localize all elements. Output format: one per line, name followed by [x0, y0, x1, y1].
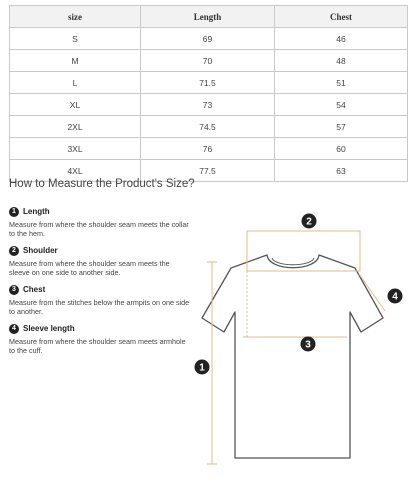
guide-item-sleeve-length	[9, 322, 191, 355]
number-badge: 2	[9, 246, 19, 256]
cell-length: 71.5	[141, 72, 275, 94]
cell-chest: 48	[275, 50, 408, 72]
cell-chest: 63	[275, 160, 408, 182]
measure-title: How to Measure the Product's Size?	[9, 178, 195, 190]
cell-length: 74.5	[141, 116, 275, 138]
marker-1	[195, 360, 210, 375]
marker-3	[301, 337, 316, 352]
cell-chest: 60	[275, 138, 408, 160]
marker-3-label: 3	[305, 339, 311, 351]
tshirt-diagram	[185, 200, 410, 478]
measure-guide	[9, 205, 191, 361]
number-badge: 4	[9, 324, 19, 334]
marker-1-label: 1	[199, 362, 205, 374]
cell-size: 4XL	[10, 160, 141, 182]
table-row	[10, 28, 408, 50]
header-length: Length	[141, 6, 275, 28]
cell-chest: 57	[275, 116, 408, 138]
cell-size: L	[10, 72, 141, 94]
marker-4	[388, 289, 403, 304]
number-badge: 1	[9, 207, 19, 217]
table-row	[10, 138, 408, 160]
cell-size: 2XL	[10, 116, 141, 138]
guide-description: Measure from the stitches below the armpits on one side to another.	[9, 298, 190, 316]
tshirt-collar	[272, 258, 314, 265]
guide-label: Shoulder	[23, 246, 58, 255]
table-row	[10, 94, 408, 116]
table-row	[10, 50, 408, 72]
marker-4-label: 4	[392, 291, 398, 303]
cell-length: 77.5	[141, 160, 275, 182]
cell-size: 3XL	[10, 138, 141, 160]
cell-length: 69	[141, 28, 275, 50]
marker-2-label: 2	[306, 216, 312, 228]
guide-label: Chest	[23, 285, 46, 294]
table-header-row	[10, 6, 408, 28]
cell-chest: 54	[275, 94, 408, 116]
marker-2	[302, 214, 317, 229]
guide-description: Measure from where the shoulder seam meets the sleeve on one side to another side.	[9, 259, 170, 277]
number-badge: 3	[9, 285, 19, 295]
cell-length: 73	[141, 94, 275, 116]
table-row	[10, 72, 408, 94]
guide-item-length	[9, 205, 191, 238]
header-size: size	[10, 6, 141, 28]
table-row	[10, 116, 408, 138]
cell-length: 70	[141, 50, 275, 72]
guide-item-shoulder	[9, 244, 191, 277]
guide-label: Sleeve length	[23, 324, 75, 333]
cell-size: S	[10, 28, 141, 50]
guide-label: Length	[23, 207, 50, 216]
cell-size: XL	[10, 94, 141, 116]
guide-description: Measure from where the shoulder seam meets armhole to the cuff.	[9, 337, 186, 355]
size-table	[9, 5, 408, 182]
cell-chest: 46	[275, 28, 408, 50]
cell-chest: 51	[275, 72, 408, 94]
guide-description: Measure from where the shoulder seam meets the collar to the hem.	[9, 220, 189, 238]
tshirt-outline	[202, 255, 383, 458]
cell-size: M	[10, 50, 141, 72]
guide-item-chest	[9, 283, 191, 316]
header-chest: Chest	[275, 6, 408, 28]
cell-length: 76	[141, 138, 275, 160]
